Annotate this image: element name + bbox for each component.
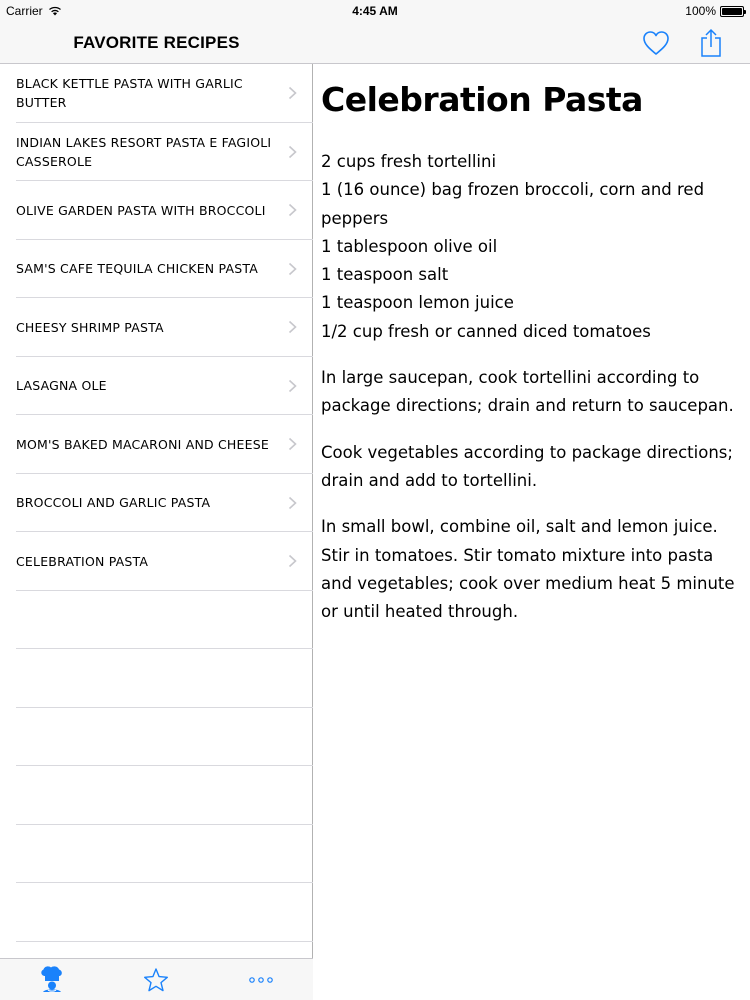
recipe-title: Celebration Pasta xyxy=(321,80,643,119)
list-item[interactable] xyxy=(0,181,313,240)
heart-icon xyxy=(642,30,670,56)
empty-row xyxy=(0,591,313,650)
recipe-list xyxy=(0,64,313,942)
list-item[interactable] xyxy=(0,123,313,182)
master-pane xyxy=(0,0,313,1000)
chevron-right-icon xyxy=(288,554,297,568)
detail-navigation-bar xyxy=(313,22,750,64)
chevron-right-icon xyxy=(288,379,297,393)
page-title: FAVORITE RECIPES xyxy=(73,33,240,52)
tab-favorites[interactable] xyxy=(0,959,104,1000)
recipe-label: OLIVE GARDEN PASTA WITH BROCCOLI xyxy=(16,202,266,218)
recipe-detail xyxy=(321,76,746,644)
recipe-label: BROCCOLI AND GARLIC PASTA xyxy=(16,495,211,511)
chef-icon xyxy=(39,965,65,995)
recipe-label: CHEESY SHRIMP PASTA xyxy=(16,319,164,335)
ingredient-item: 2 cups fresh tortellini xyxy=(321,152,497,171)
empty-row xyxy=(0,825,313,884)
empty-row xyxy=(0,649,313,708)
instruction-step: Cook vegetables according to package directions; drain and add to tortellini. xyxy=(321,442,733,490)
battery-percent: 100% xyxy=(685,4,716,18)
chevron-right-icon xyxy=(288,437,297,451)
detail-pane xyxy=(313,0,750,1000)
list-item[interactable] xyxy=(0,298,313,357)
star-icon xyxy=(143,967,169,993)
recipe-label: INDIAN LAKES RESORT PASTA E FAGIOLI CASSEROLE xyxy=(16,134,272,169)
instruction-step: In small bowl, combine oil, salt and lemon juice. Stir in tomatoes. Stir tomato mixture into pasta and vegetables; cook over medium heat 5 minute or until heated through. xyxy=(321,517,735,622)
list-item[interactable] xyxy=(0,357,313,416)
share-button[interactable] xyxy=(695,27,727,59)
share-icon xyxy=(699,28,723,58)
status-bar xyxy=(0,0,750,22)
recipe-label: SAM'S CAFE TEQUILA CHICKEN PASTA xyxy=(16,261,258,277)
tab-more[interactable] xyxy=(209,959,313,1000)
chevron-right-icon xyxy=(288,262,297,276)
recipe-label: CELEBRATION PASTA xyxy=(16,553,149,569)
ingredient-list xyxy=(321,148,746,346)
chevron-right-icon xyxy=(288,86,297,100)
battery-icon xyxy=(720,6,744,17)
recipe-label: LASAGNA OLE xyxy=(16,378,107,394)
battery-level xyxy=(722,8,742,15)
chevron-right-icon xyxy=(288,145,297,159)
ingredient-item: 1 teaspoon lemon juice xyxy=(321,293,514,313)
empty-row xyxy=(0,766,313,825)
chevron-right-icon xyxy=(288,320,297,334)
ingredient-item: 1 tablespoon olive oil xyxy=(321,236,498,256)
chevron-right-icon xyxy=(288,496,297,510)
more-icon xyxy=(248,975,274,985)
ingredient-item: 1/2 cup fresh or canned diced tomatoes xyxy=(321,321,651,341)
empty-row xyxy=(0,883,313,942)
tab-bar xyxy=(0,958,313,1000)
status-time: 4:45 AM xyxy=(352,4,398,18)
step-list xyxy=(321,364,746,626)
list-item[interactable] xyxy=(0,415,313,474)
ingredient-item: 1 (16 ounce) bag frozen broccoli, corn and red peppers xyxy=(321,180,705,228)
empty-row xyxy=(0,708,313,767)
master-navigation-bar xyxy=(0,22,313,64)
instruction-step: In large saucepan, cook tortellini according to package directions; drain and return to saucepan. xyxy=(321,368,734,416)
recipe-label: MOM'S BAKED MACARONI AND CHEESE xyxy=(16,436,269,452)
list-item[interactable] xyxy=(0,474,313,533)
carrier-label: Carrier xyxy=(6,4,43,18)
list-item[interactable] xyxy=(0,240,313,299)
list-item[interactable] xyxy=(0,532,313,591)
list-item[interactable] xyxy=(0,64,313,123)
tab-starred[interactable] xyxy=(104,959,208,1000)
recipe-label: BLACK KETTLE PASTA WITH GARLIC BUTTER xyxy=(16,76,243,111)
favorite-button[interactable] xyxy=(640,27,672,59)
chevron-right-icon xyxy=(288,203,297,217)
ingredient-item: 1 teaspoon salt xyxy=(321,265,449,285)
